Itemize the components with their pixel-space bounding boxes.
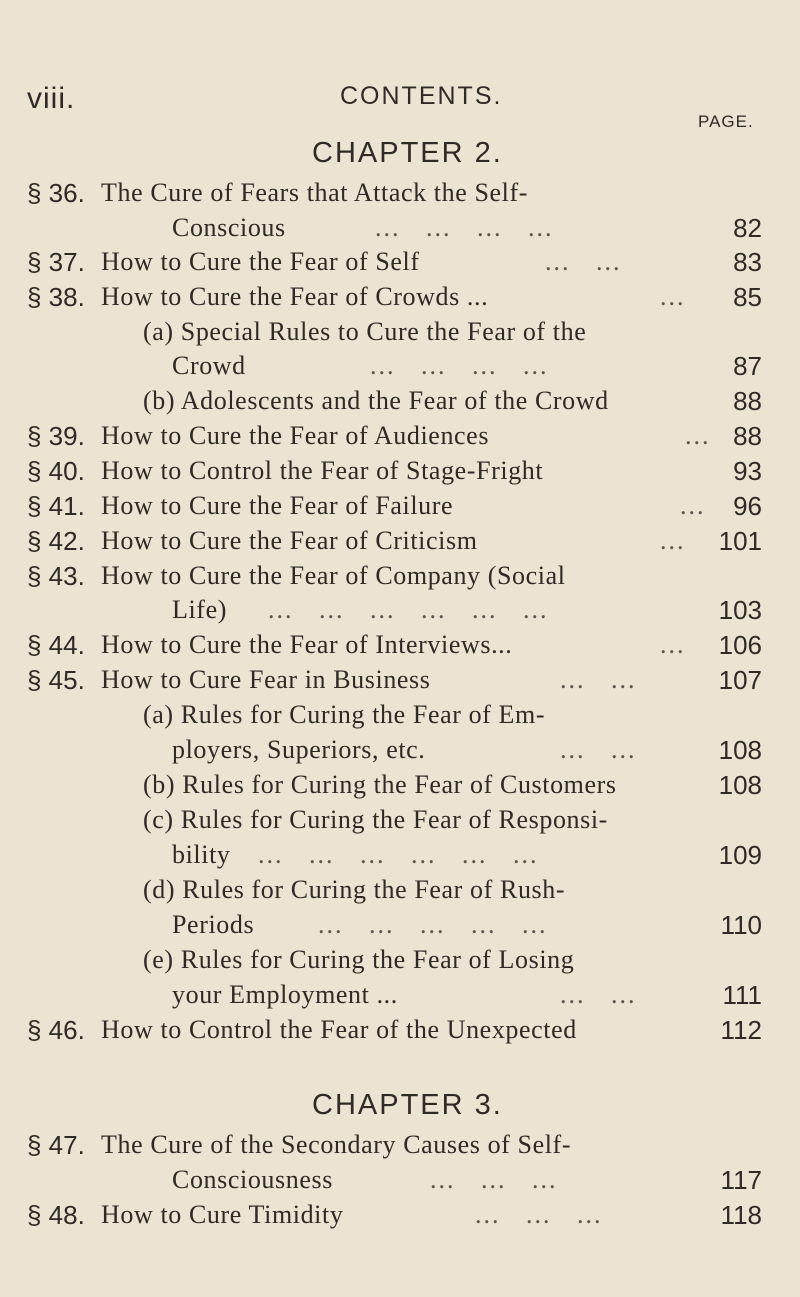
subentry-title: (a) Rules for Curing the Fear of Em- [143, 700, 546, 729]
subentry-title: (c) Rules for Curing the Fear of Responsi- [143, 805, 608, 834]
page-ref: 103 [718, 595, 762, 625]
section-number: § 48. [27, 1200, 85, 1230]
page-ref: 83 [733, 247, 762, 277]
dot-leader: ... ... ... ... ... ... [268, 595, 549, 624]
dot-leader: ... ... [560, 735, 637, 764]
dot-leader: ... ... ... [475, 1200, 603, 1229]
section-number: § 43. [27, 561, 85, 591]
entry-title: How to Control the Fear of Stage-Fright [101, 456, 544, 485]
dot-leader: ... ... [545, 247, 622, 276]
chapter-heading: CHAPTER 2. [312, 137, 503, 169]
entry-title: How to Cure the Fear of Self [101, 247, 420, 276]
page-ref: 111 [722, 980, 762, 1010]
page-ref: 87 [733, 351, 762, 381]
subentry-title: (e) Rules for Curing the Fear of Losing [143, 945, 575, 974]
entry-title: The Cure of the Secondary Causes of Self- [101, 1130, 572, 1159]
entry-title: How to Control the Fear of the Unexpected [101, 1015, 577, 1044]
subentry-title: (b) Rules for Curing the Fear of Customers [143, 770, 617, 799]
page-ref: 88 [733, 421, 762, 451]
dot-leader: ... ... [560, 980, 637, 1009]
dot-leader: ... [660, 630, 686, 659]
dot-leader: ... ... ... ... ... ... [258, 840, 539, 869]
entry-title: The Cure of Fears that Attack the Self- [101, 178, 528, 207]
entry-title: How to Cure Timidity [101, 1200, 344, 1229]
page-ref: 88 [733, 386, 762, 416]
entry-title: How to Cure the Fear of Crowds ... [101, 282, 489, 311]
dot-leader: ... ... [560, 665, 637, 694]
page-ref: 117 [720, 1165, 762, 1195]
section-number: § 46. [27, 1015, 85, 1045]
page-number: viii. [27, 82, 76, 115]
section-number: § 41. [27, 491, 85, 521]
page-ref: 101 [718, 526, 762, 556]
page-column-label: PAGE. [698, 112, 754, 131]
page-ref: 110 [720, 910, 762, 940]
running-head: CONTENTS. [340, 82, 503, 110]
page-ref: 118 [720, 1200, 762, 1230]
subentry-title: bility [172, 840, 231, 869]
section-number: § 36. [27, 178, 85, 208]
page-ref: 93 [733, 456, 762, 486]
entry-title: How to Cure the Fear of Interviews... [101, 630, 513, 659]
dot-leader: ... [685, 421, 711, 450]
dot-leader: ... ... ... ... [370, 351, 549, 380]
section-number: § 37. [27, 247, 85, 277]
subentry-title: your Employment ... [172, 980, 398, 1009]
section-number: § 42. [27, 526, 85, 556]
dot-leader: ... ... ... [430, 1165, 558, 1194]
subentry-title: (a) Special Rules to Cure the Fear of the [143, 317, 587, 346]
entry-title: How to Cure the Fear of Failure [101, 491, 454, 520]
dot-leader: ... [680, 491, 706, 520]
dot-leader: ... [660, 282, 686, 311]
section-number: § 38. [27, 282, 85, 312]
section-number: § 47. [27, 1130, 85, 1160]
section-number: § 45. [27, 665, 85, 695]
page-ref: 108 [718, 735, 762, 765]
section-number: § 44. [27, 630, 85, 660]
subentry-title: Periods [172, 910, 255, 939]
page-ref: 96 [733, 491, 762, 521]
entry-title: How to Cure Fear in Business [101, 665, 431, 694]
subentry-title: (b) Adolescents and the Fear of the Crowd [143, 386, 609, 415]
page-ref: 85 [733, 282, 762, 312]
subentry-title: ployers, Superiors, etc. [172, 735, 426, 764]
dot-leader: ... ... ... ... ... [318, 910, 548, 939]
section-number: § 39. [27, 421, 85, 451]
page-ref: 106 [718, 630, 762, 660]
entry-title: How to Cure the Fear of Audiences [101, 421, 490, 450]
page-ref: 108 [718, 770, 762, 800]
subentry-title: Crowd [172, 351, 246, 380]
page-ref: 82 [733, 213, 762, 243]
subentry-title: (d) Rules for Curing the Fear of Rush- [143, 875, 566, 904]
dot-leader: ... [660, 526, 686, 555]
entry-title: How to Cure the Fear of Criticism [101, 526, 478, 555]
dot-leader: ... ... ... ... [375, 213, 554, 242]
entry-title: Life) [172, 595, 227, 624]
page-ref: 109 [718, 840, 762, 870]
section-number: § 40. [27, 456, 85, 486]
entry-title: Consciousness [172, 1165, 333, 1194]
entry-title: How to Cure the Fear of Company (Social [101, 561, 566, 590]
page-ref: 112 [720, 1015, 762, 1045]
page-ref: 107 [718, 665, 762, 695]
chapter-heading: CHAPTER 3. [312, 1089, 503, 1121]
entry-title: Conscious [172, 213, 286, 242]
